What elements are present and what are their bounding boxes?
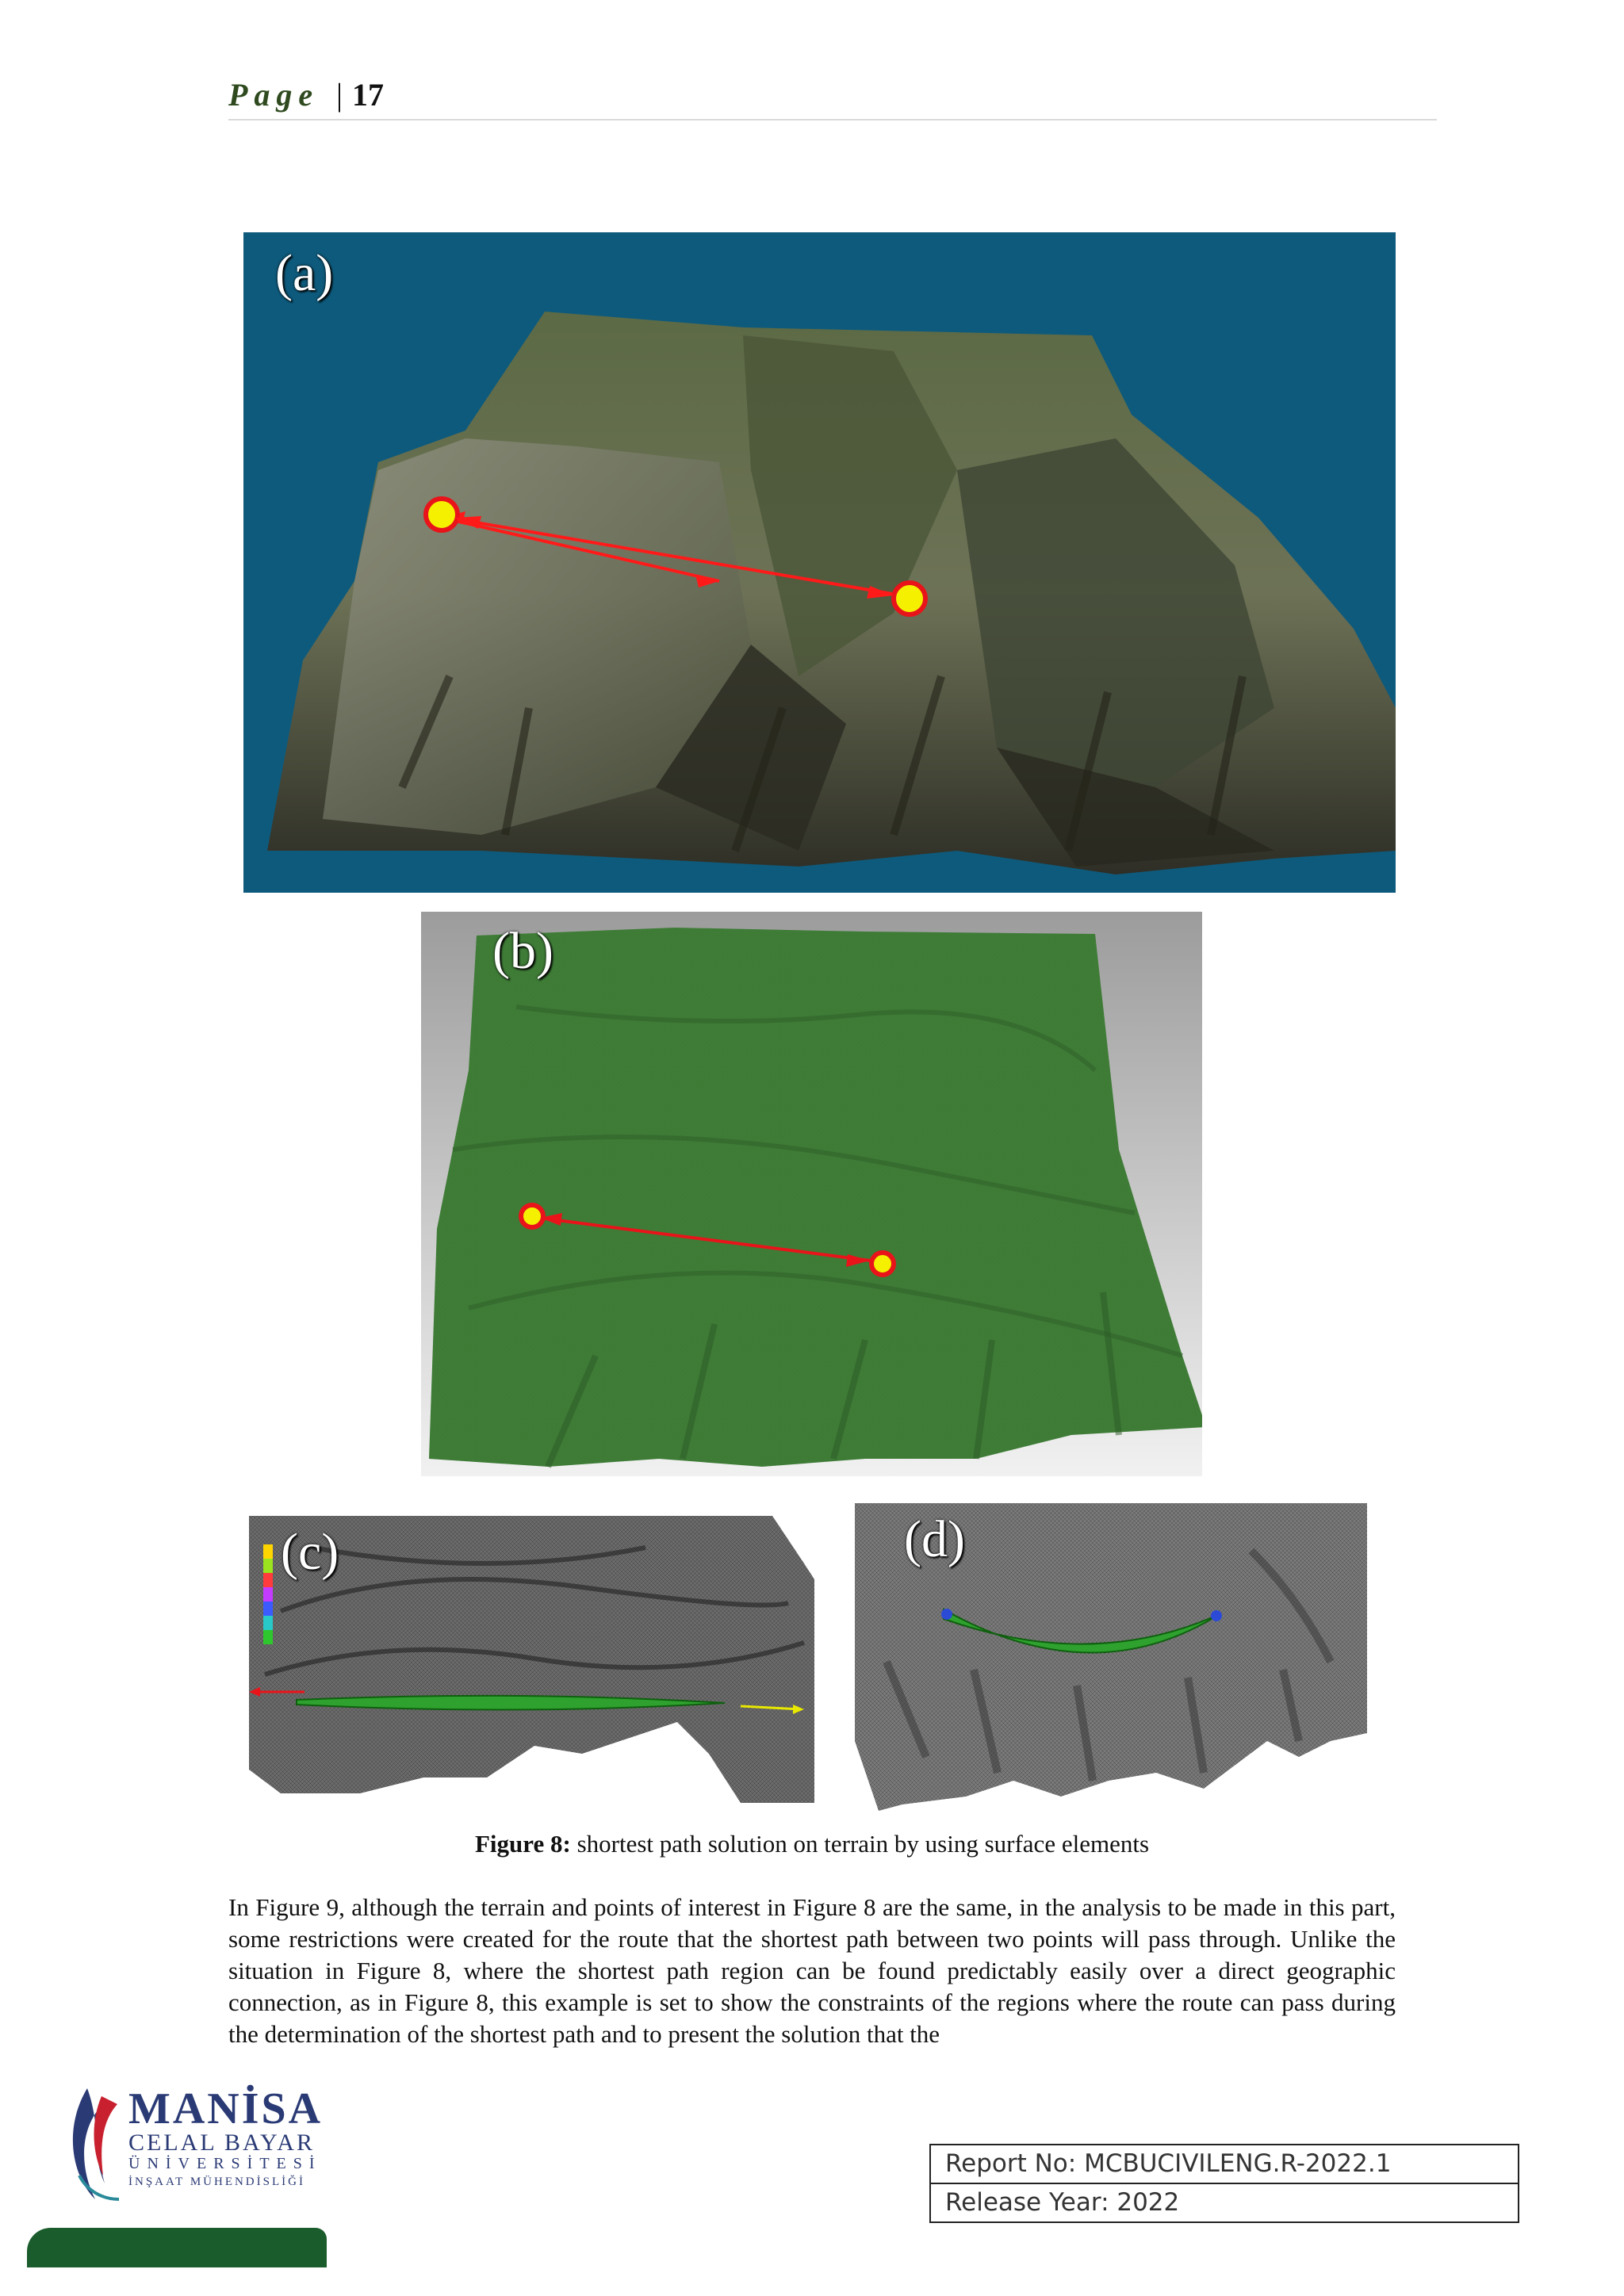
figure-panel-d (855, 1503, 1367, 1811)
terrain-mesh-render (421, 912, 1202, 1476)
figure-panel-b (421, 912, 1202, 1476)
footer-green-bar (27, 2228, 327, 2267)
university-logo (56, 2080, 325, 2207)
body-paragraph: In Figure 9, although the terrain and points of interest in Figure 8 are the same, in the analysis to be made in this part, some restrictions were created for the route that the shortest path between two points will pass through. Unlike the situation in Figure 8, where the shortest path region can be found predictably easily over a direct geographic connection, as in Figure 8, this example is set to show the constraints of the regions where the route can pass during the determination of the shortest path and to present the solution that the (228, 1893, 1396, 2048)
page-number: 17 (352, 77, 384, 113)
page-separator: | (336, 77, 343, 113)
page-header (228, 76, 1437, 121)
caption-label: Figure 8: (474, 1830, 571, 1858)
logo-line-1: CELAL BAYAR (128, 2130, 315, 2156)
logo-flame-icon (56, 2080, 127, 2207)
figure-panel-a (243, 232, 1396, 893)
panel-label-d: (d) (904, 1510, 965, 1568)
caption-text: shortest path solution on terrain by using surface elements (570, 1830, 1150, 1858)
panel-label-a: (a) (275, 244, 334, 302)
figure-caption (228, 1830, 1396, 1858)
terrain-3d-render (243, 232, 1396, 893)
logo-line-2: ÜNİVERSİTESİ (128, 2155, 322, 2172)
page-word: Page (228, 77, 320, 113)
report-info-box (929, 2144, 1519, 2223)
panel-label-b: (b) (492, 922, 553, 980)
panel-label-c: (c) (281, 1523, 339, 1581)
report-number: Report No: MCBUCIVILENG.R-2022.1 (945, 2149, 1392, 2178)
logo-line-3: İNŞAAT MÜHENDİSLİĞİ (128, 2175, 305, 2188)
logo-name: MANİSA (128, 2084, 324, 2133)
release-year: Release Year: 2022 (931, 2183, 1518, 2221)
figure-panel-c (249, 1516, 814, 1803)
